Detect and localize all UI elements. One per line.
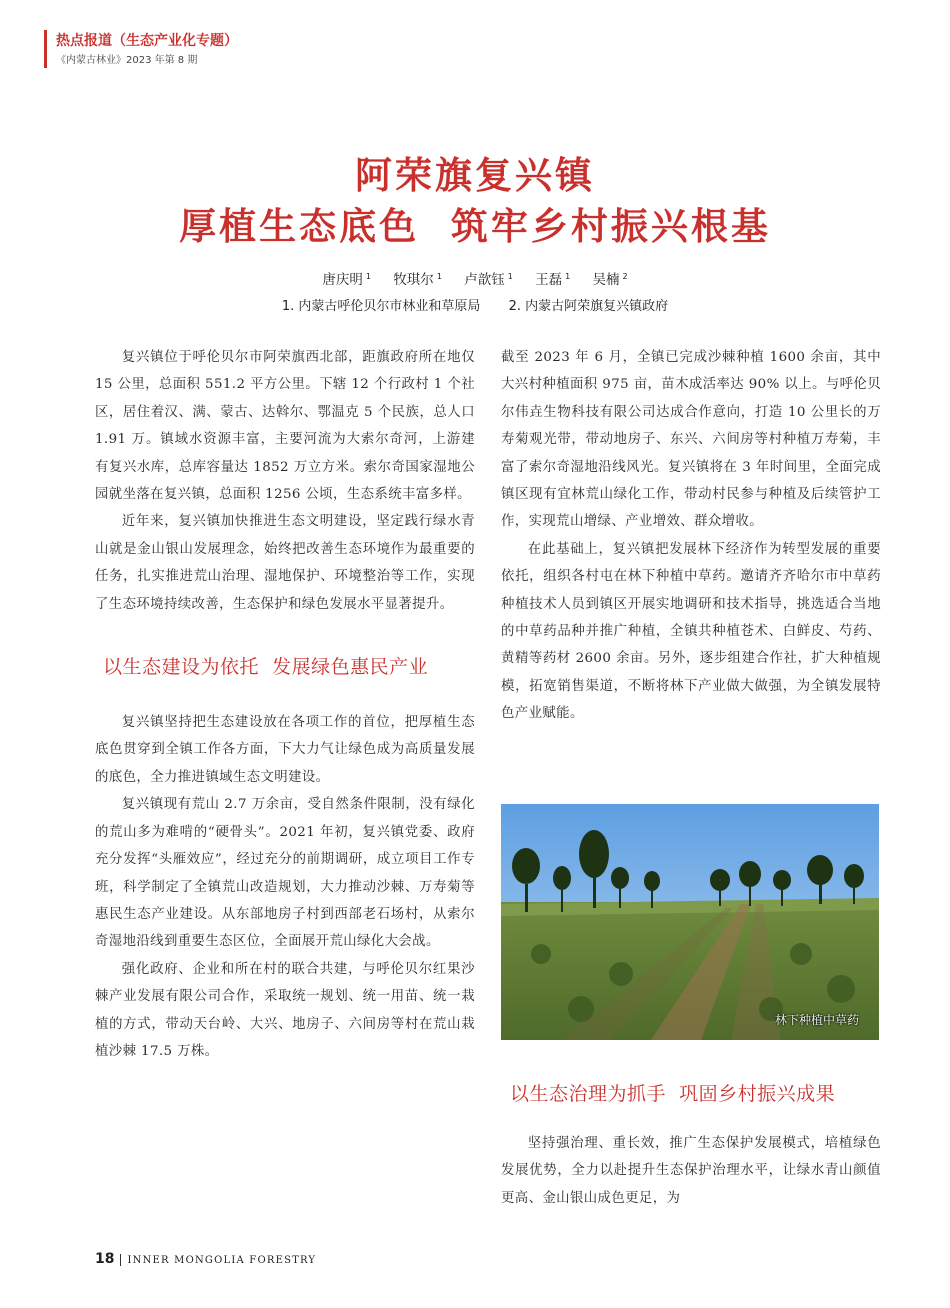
footer-divider — [120, 1254, 121, 1266]
body-paragraph: 复兴镇位于呼伦贝尔市阿荣旗西北部，距旗政府所在地仅 15 公里，总面积 551.2 平方公里。下辖 12 个行政村 1 个社区，居住着汉、满、蒙古、达斡尔、鄂温克 5 个民族，总人口 1.91 万。镇域水资源丰富，主要河流为大索尔奇河，上游建有复兴水库，总库容量达 1852 万立方米。索尔奇国家湿地公园就坐落在复兴镇，总面积 1256 公顷，生态系统丰富多样。 — [95, 350, 475, 503]
body-paragraph: 截至 2023 年 6 月，全镇已完成沙棘种植 1600 余亩，其中大兴村种植面积 975 亩，苗木成活率达 90% 以上。与呼伦贝尔伟垚生物科技有限公司达成合作意向，打造 10 公里长的万寿菊观光带，带动地房子、东兴、六间房等村种植万寿菊，丰富了索尔奇湿地沿线风光。复兴镇将在 3 年时间里，全面完成镇区现有宜林荒山绿化工作，带动村民参与种植及后续管护工作，实现荒山增绿、产业增效、群众增收。 — [501, 350, 881, 530]
journal-issue: 《内蒙古林业》2023 年第 8 期 — [56, 55, 198, 66]
body-paragraph: 复兴镇现有荒山 2.7 万余亩，受自然条件限制，没有绿化的荒山多为难啃的“硬骨头”。2021 年初，复兴镇党委、政府充分发挥“头雁效应”，经过充分的前期调研，成立项目工作专班，科学制定了全镇荒山改造规划，大力推动沙棘、万寿菊等惠民生态产业建设。从东部地房子村到西部老石场村，从索尔奇湿地沿线到重要生态区位，全面展开荒山绿化大会战。 — [95, 797, 475, 950]
article-title-line2: 厚植生态底色 筑牢乡村振兴根基 — [179, 204, 771, 248]
section-label: 热点报道（生态产业化专题） — [56, 33, 238, 49]
affiliations — [0, 295, 950, 314]
author: 吴楠 $^2$ — [592, 271, 628, 288]
body-paragraph: 复兴镇坚持把生态建设放在各项工作的首位，把厚植生态底色贯穿到全镇工作各方面，下大力气让绿色成为高质量发展的底色，全力推进镇域生态文明建设。 — [95, 715, 475, 785]
landscape-image — [501, 804, 879, 1040]
right-column — [501, 344, 881, 728]
section-heading: 以生态治理为抓手 巩固乡村振兴成果 — [510, 1083, 836, 1105]
body-paragraph: 强化政府、企业和所在村的联合共建，与呼伦贝尔红果沙棘产业发展有限公司合作，采取统一规划、统一用苗、统一栽植的方式，带动天台岭、大兴、地房子、六间房等村在荒山栽植沙棘 17.5 万株。 — [95, 961, 475, 1059]
section-heading: 以生态建设为依托 发展绿色惠民产业 — [103, 656, 429, 679]
author: 卢歆钰 $^1$ — [464, 271, 513, 288]
body-paragraph: 在此基础上，复兴镇把发展林下经济作为转型发展的重要依托，组织各村屯在林下种植中草药。邀请齐齐哈尔市中草药种植技术人员到镇区开展实地调研和技术指导，挑选适合当地的中草药品种并推广种植，全镇共种植苍术、白鲜皮、芍药、黄精等药材 2600 余亩。另外，逐步组建合作社，扩大种植规模，拓宽销售渠道，不断将林下产业做大做强，为全镇发展特色产业赋能。 — [501, 541, 881, 722]
author: 王磊 $^1$ — [535, 271, 571, 288]
affiliation: 1. 内蒙古呼伦贝尔市林业和草原局 — [281, 299, 481, 314]
page-number: 18 — [95, 1251, 115, 1267]
body-paragraph: 坚持强治理、重长效，推广生态保护发展模式，培植绿色发展优势，全力以赴提升生态保护治理水平，让绿水青山颜值更高、金山银山成色更足，为 — [501, 1136, 881, 1206]
left-column — [95, 344, 475, 1065]
page-footer — [95, 1251, 316, 1267]
author-list — [0, 268, 950, 288]
affiliation: 2. 内蒙古阿荣旗复兴镇政府 — [508, 299, 669, 314]
photo-caption: 林下种植中草药 — [774, 1013, 859, 1027]
author: 牧琪尔 $^1$ — [393, 271, 442, 288]
forest-herb-photo — [501, 804, 879, 1040]
header-accent-bar — [44, 30, 47, 68]
article-title-line1: 阿荣旗复兴镇 — [355, 153, 595, 197]
right-column-bottom — [501, 1130, 881, 1212]
journal-name-en: INNER MONGOLIA FORESTRY — [127, 1255, 317, 1266]
body-paragraph: 近年来，复兴镇加快推进生态文明建设，坚定践行绿水青山就是金山银山发展理念，始终把改善生态环境作为最重要的任务，扎实推进荒山治理、湿地保护、环境整治等工作，实现了生态环境持续改善，生态保护和绿色发展水平显著提升。 — [95, 514, 475, 612]
author: 唐庆明 $^1$ — [322, 271, 372, 288]
